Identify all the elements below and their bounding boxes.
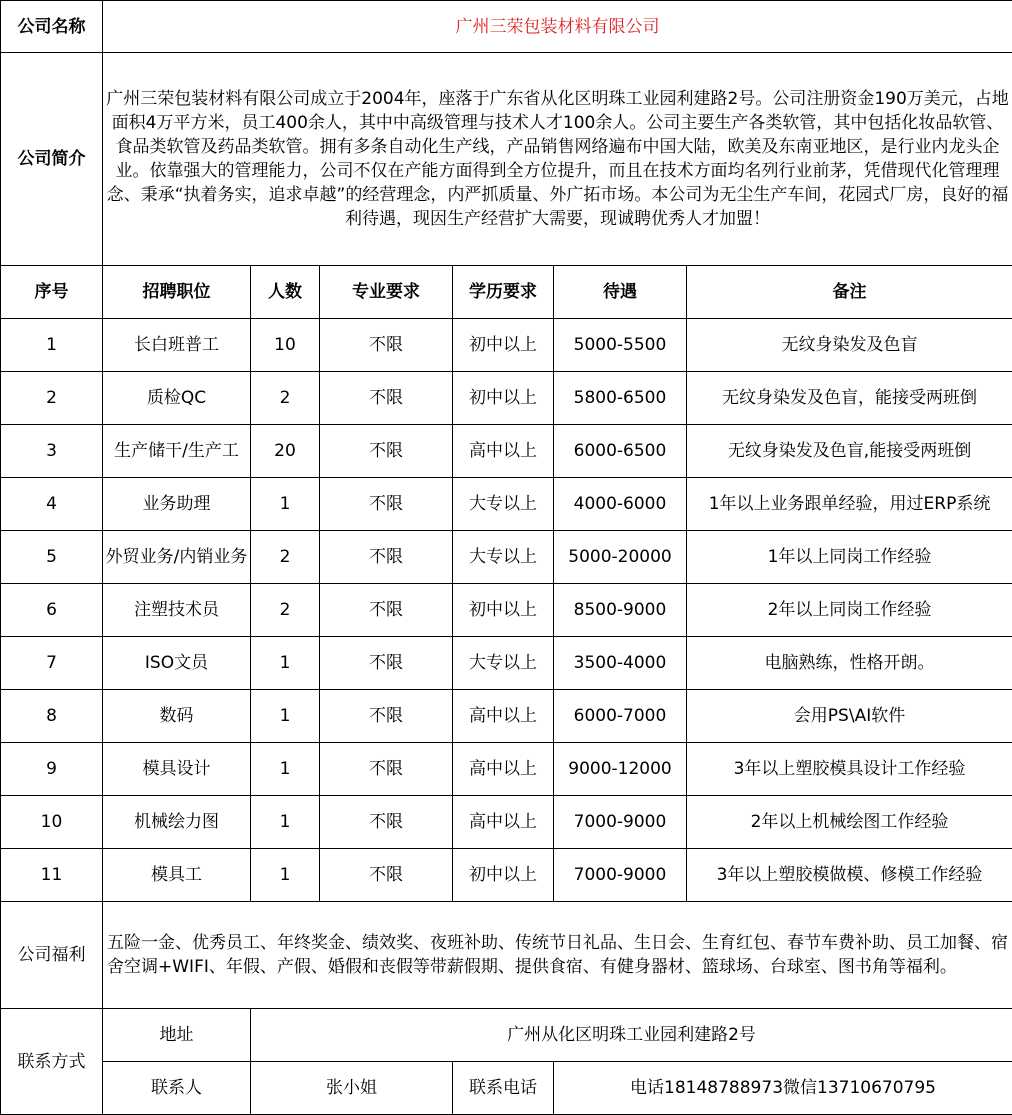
row-major: 不限	[320, 584, 453, 637]
row-remark: 1年以上业务跟单经验，用过ERP系统	[687, 478, 1012, 531]
table-row	[1, 319, 1012, 372]
contact-label: 联系方式	[1, 1009, 103, 1115]
table-row	[1, 743, 1012, 796]
row-education: 高中以上	[453, 425, 554, 478]
row-index: 8	[1, 690, 103, 743]
row-major: 不限	[320, 531, 453, 584]
contact-person-row	[1, 1062, 1012, 1115]
row-count: 10	[251, 319, 320, 372]
row-position: 外贸业务/内销业务	[103, 531, 251, 584]
row-index: 11	[1, 849, 103, 902]
row-index: 3	[1, 425, 103, 478]
row-education: 初中以上	[453, 319, 554, 372]
table-row	[1, 531, 1012, 584]
row-major: 不限	[320, 690, 453, 743]
row-education: 高中以上	[453, 743, 554, 796]
contact-phone-value: 电话18148788973微信13710670795	[554, 1062, 1012, 1115]
header-position: 招聘职位	[103, 266, 251, 319]
row-education: 大专以上	[453, 531, 554, 584]
row-remark: 3年以上塑胶模做模、修模工作经验	[687, 849, 1012, 902]
row-count: 1	[251, 743, 320, 796]
row-count: 1	[251, 637, 320, 690]
table-row	[1, 637, 1012, 690]
row-education: 大专以上	[453, 478, 554, 531]
table-row	[1, 425, 1012, 478]
row-major: 不限	[320, 849, 453, 902]
row-salary: 6000-6500	[554, 425, 687, 478]
row-count: 2	[251, 584, 320, 637]
row-count: 2	[251, 372, 320, 425]
row-index: 4	[1, 478, 103, 531]
company-intro-label: 公司简介	[1, 53, 103, 266]
company-name-row	[1, 1, 1012, 53]
row-remark: 2年以上同岗工作经验	[687, 584, 1012, 637]
benefits-row	[1, 902, 1012, 1009]
row-remark: 无纹身染发及色盲，能接受两班倒	[687, 372, 1012, 425]
table-row	[1, 849, 1012, 902]
row-salary: 7000-9000	[554, 796, 687, 849]
company-intro: 广州三荣包装材料有限公司成立于2004年，座落于广东省从化区明珠工业园利建路2号。公司注册资金190万美元，占地面积4万平方米，员工400余人，其中中高级管理与技术人才100余人。公司主要生产各类软管，其中包括化妆品软管、食品类软管及药品类软管。拥有多条自动化生产线，产品销售网络遍布中国大陆，欧美及东南亚地区，是行业内龙头企业。依靠强大的管理能力，公司不仅在产能方面得到全方位提升，而且在技术方面均名列行业前茅，凭借现代化管理理念、秉承“执着务实，追求卓越”的经营理念，内严抓质量、外广拓市场。本公司为无尘生产车间，花园式厂房，良好的福利待遇，现因生产经营扩大需要，现诚聘优秀人才加盟！	[103, 53, 1012, 266]
company-intro-row	[1, 53, 1012, 266]
row-count: 2	[251, 531, 320, 584]
company-name-label: 公司名称	[1, 1, 103, 53]
row-index: 7	[1, 637, 103, 690]
contact-person-label: 联系人	[103, 1062, 251, 1115]
row-count: 1	[251, 478, 320, 531]
row-major: 不限	[320, 637, 453, 690]
row-major: 不限	[320, 743, 453, 796]
row-index: 10	[1, 796, 103, 849]
row-position: 模具设计	[103, 743, 251, 796]
row-education: 高中以上	[453, 796, 554, 849]
row-position: 生产储干/生产工	[103, 425, 251, 478]
row-salary: 7000-9000	[554, 849, 687, 902]
row-remark: 无纹身染发及色盲	[687, 319, 1012, 372]
row-salary: 9000-12000	[554, 743, 687, 796]
table-row	[1, 372, 1012, 425]
row-index: 6	[1, 584, 103, 637]
table-row	[1, 584, 1012, 637]
header-count: 人数	[251, 266, 320, 319]
row-salary: 5000-5500	[554, 319, 687, 372]
row-position: 数码	[103, 690, 251, 743]
row-salary: 4000-6000	[554, 478, 687, 531]
row-major: 不限	[320, 319, 453, 372]
table-row	[1, 478, 1012, 531]
benefits-label: 公司福利	[1, 902, 103, 1009]
row-position: 注塑技术员	[103, 584, 251, 637]
row-count: 1	[251, 796, 320, 849]
company-name: 广州三荣包装材料有限公司	[103, 1, 1012, 53]
row-salary: 5000-20000	[554, 531, 687, 584]
row-index: 2	[1, 372, 103, 425]
contact-person-value: 张小姐	[251, 1062, 453, 1115]
row-major: 不限	[320, 372, 453, 425]
row-count: 1	[251, 849, 320, 902]
row-index: 9	[1, 743, 103, 796]
benefits-text: 五险一金、优秀员工、年终奖金、绩效奖、夜班补助、传统节日礼品、生日会、生育红包、春节车费补助、员工加餐、宿舍空调+WIFI、年假、产假、婚假和丧假等带薪假期、提供食宿、有健身器材、篮球场、台球室、图书角等福利。	[103, 902, 1012, 1009]
table-header-row	[1, 266, 1012, 319]
row-salary: 8500-9000	[554, 584, 687, 637]
row-index: 5	[1, 531, 103, 584]
row-education: 高中以上	[453, 690, 554, 743]
row-education: 初中以上	[453, 372, 554, 425]
row-count: 1	[251, 690, 320, 743]
row-position: ISO文员	[103, 637, 251, 690]
row-position: 模具工	[103, 849, 251, 902]
row-education: 大专以上	[453, 637, 554, 690]
address-row	[1, 1009, 1012, 1062]
row-major: 不限	[320, 796, 453, 849]
row-remark: 会用PS\AI软件	[687, 690, 1012, 743]
row-remark: 2年以上机械绘图工作经验	[687, 796, 1012, 849]
row-education: 初中以上	[453, 584, 554, 637]
table-row	[1, 690, 1012, 743]
row-position: 机械绘力图	[103, 796, 251, 849]
row-major: 不限	[320, 425, 453, 478]
header-education: 学历要求	[453, 266, 554, 319]
row-remark: 电脑熟练，性格开朗。	[687, 637, 1012, 690]
address-label: 地址	[103, 1009, 251, 1062]
row-remark: 无纹身染发及色盲,能接受两班倒	[687, 425, 1012, 478]
header-salary: 待遇	[554, 266, 687, 319]
row-count: 20	[251, 425, 320, 478]
row-position: 长白班普工	[103, 319, 251, 372]
header-index: 序号	[1, 266, 103, 319]
header-remark: 备注	[687, 266, 1012, 319]
row-salary: 3500-4000	[554, 637, 687, 690]
row-position: 质检QC	[103, 372, 251, 425]
row-education: 初中以上	[453, 849, 554, 902]
row-remark: 1年以上同岗工作经验	[687, 531, 1012, 584]
address-value: 广州从化区明珠工业园利建路2号	[251, 1009, 1012, 1062]
row-index: 1	[1, 319, 103, 372]
row-remark: 3年以上塑胶模具设计工作经验	[687, 743, 1012, 796]
table-row	[1, 796, 1012, 849]
row-salary: 6000-7000	[554, 690, 687, 743]
header-major: 专业要求	[320, 266, 453, 319]
row-salary: 5800-6500	[554, 372, 687, 425]
row-major: 不限	[320, 478, 453, 531]
contact-phone-label: 联系电话	[453, 1062, 554, 1115]
row-position: 业务助理	[103, 478, 251, 531]
